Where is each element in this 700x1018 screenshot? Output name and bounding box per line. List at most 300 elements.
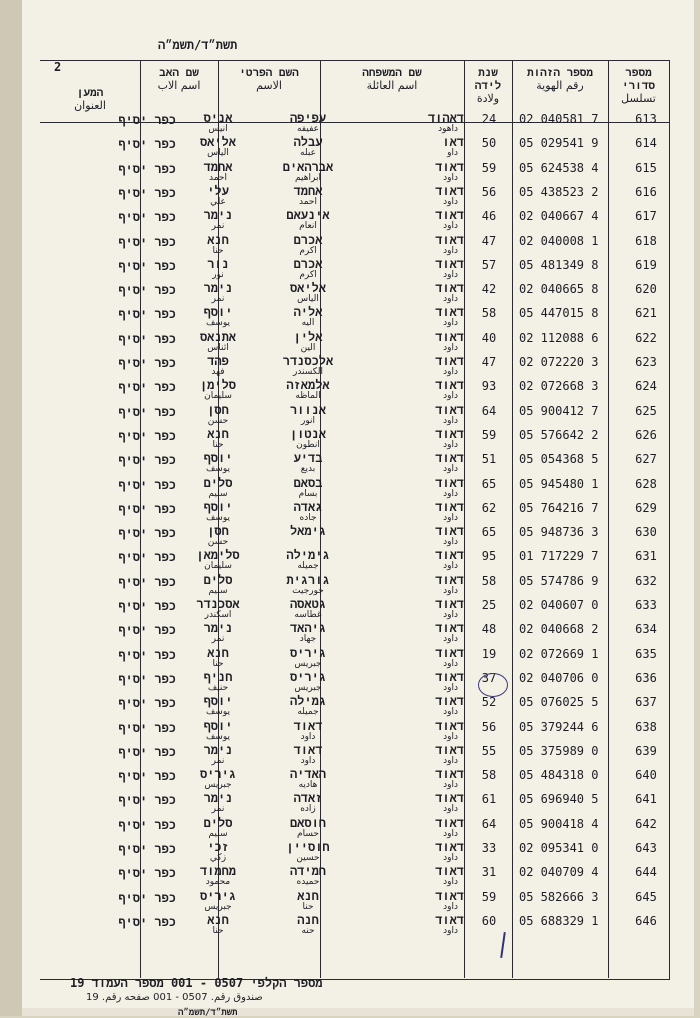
address: כפר יסיף	[118, 817, 176, 832]
address: כפר יסיף	[118, 526, 176, 541]
first-name-arabic: حسين	[296, 853, 320, 863]
seq-number: 633	[635, 598, 657, 612]
father-name	[180, 234, 256, 256]
father-name-arabic: احمد	[209, 172, 227, 183]
header-id: מספר הזהות رقم الهوية	[526, 66, 594, 92]
address: כפר יסיף	[118, 599, 176, 613]
seq-number: 628	[635, 476, 657, 491]
first-name	[260, 161, 356, 183]
first-name-arabic: جميله	[297, 561, 319, 572]
header-year: שנת לידה ولادة	[474, 66, 502, 105]
father-name-hebrew: נימר	[203, 742, 233, 757]
birth-year: 57	[481, 257, 497, 272]
father-name-hebrew: אסכנדר	[196, 597, 240, 611]
father-name-arabic: حنا	[212, 925, 224, 936]
father-name-hebrew: יוסף	[203, 305, 233, 320]
first-name-arabic: حسام	[297, 828, 319, 839]
father-name-arabic: حنا	[212, 658, 224, 669]
family-name-arabic: داود	[443, 901, 458, 912]
first-name-hebrew: עבלה	[293, 135, 323, 150]
family-name	[362, 112, 464, 134]
table-row	[40, 404, 669, 428]
family-name-hebrew: דאוד	[435, 840, 464, 854]
birth-year: 65	[481, 525, 497, 540]
father-name-arabic: حنا	[212, 439, 224, 450]
father-name	[180, 865, 256, 887]
address: כפר יסיף	[118, 331, 176, 346]
first-name-arabic: غطاسه	[294, 610, 322, 620]
father-name	[180, 331, 256, 353]
address: כפר יסיף	[118, 210, 176, 225]
father-name-hebrew: יוסף	[203, 694, 233, 709]
birth-year: 58	[481, 573, 497, 588]
seq-number: 638	[635, 719, 657, 734]
table-row	[40, 452, 669, 476]
table-row	[40, 671, 669, 695]
family-name-arabic: داود	[443, 391, 458, 402]
id-number: 02 040706 0	[519, 670, 599, 685]
family-name-hebrew: דאוד	[435, 499, 464, 514]
table-row	[40, 258, 669, 282]
family-name-arabic: داود	[443, 464, 458, 475]
first-name-arabic: الماظه	[295, 391, 321, 402]
father-name	[180, 136, 256, 158]
first-name	[260, 258, 356, 280]
id-number: 05 447015 8	[519, 306, 599, 321]
birth-year: 47	[481, 233, 497, 248]
family-name	[362, 379, 464, 401]
first-name	[260, 671, 356, 693]
family-name-hebrew: דאוד	[435, 645, 464, 660]
first-name-hebrew: עפיפה	[289, 111, 326, 125]
id-number: 05 076025 5	[519, 695, 599, 710]
address: כפר יסיף	[118, 428, 176, 443]
first-name-hebrew: גיהאד	[289, 621, 326, 636]
birth-year: 59	[481, 427, 497, 442]
birth-year: 46	[481, 209, 497, 224]
first-name-hebrew: חמידה	[289, 864, 326, 879]
family-name	[362, 914, 464, 936]
first-name	[260, 549, 356, 571]
table-row	[40, 209, 669, 233]
family-name	[362, 404, 464, 426]
address: כפר יסיף	[118, 744, 176, 759]
birth-year: 52	[481, 695, 497, 710]
family-name-hebrew: דאוד	[435, 208, 464, 223]
first-name-hebrew: גיריס	[289, 645, 326, 660]
family-name-arabic: داود	[443, 877, 458, 888]
address: כפר יסיף	[118, 793, 176, 808]
address: כפר יסיף	[118, 720, 176, 735]
address: כפר יסיף	[118, 161, 176, 176]
birth-year: 93	[481, 379, 497, 394]
seq-number: 637	[635, 695, 657, 710]
id-number: 05 484318 0	[519, 768, 599, 783]
first-name-arabic: عفيفه	[296, 124, 320, 134]
father-name-hebrew: נימר	[203, 791, 233, 806]
family-name	[362, 355, 464, 377]
father-name-arabic: سليمان	[204, 391, 232, 402]
id-number: 02 095341 0	[519, 841, 599, 855]
id-number: 05 948736 3	[519, 525, 599, 540]
seq-number: 632	[635, 573, 657, 588]
seq-number: 644	[635, 865, 657, 880]
table-row	[40, 161, 669, 185]
first-name	[260, 209, 356, 231]
father-name-arabic: نمر	[211, 634, 225, 645]
family-name-arabic: داود	[443, 269, 458, 280]
father-name	[180, 379, 256, 401]
first-name-arabic: هاديه	[298, 780, 318, 791]
first-name-arabic: جهاد	[299, 634, 317, 645]
address: כפר יסיף	[118, 623, 176, 638]
first-name-arabic: جبريس	[294, 682, 322, 693]
father-name-arabic: فهد	[211, 367, 225, 377]
table-row	[40, 720, 669, 744]
father-name-arabic: محمود	[205, 877, 231, 888]
document-title: תשת״ד/תשמ״ה	[158, 38, 238, 52]
first-name-arabic: ابراهيم	[295, 172, 321, 183]
id-number: 05 438523 2	[519, 184, 599, 199]
first-name-hebrew: בסאם	[293, 475, 323, 490]
father-name	[180, 598, 256, 620]
family-name-arabic: داود	[443, 537, 458, 548]
seq-number: 627	[635, 452, 657, 467]
father-name	[180, 501, 256, 523]
birth-year: 31	[481, 865, 497, 880]
birth-year: 65	[481, 476, 497, 491]
family-name	[362, 574, 464, 596]
family-name-arabic: داود	[443, 172, 458, 183]
table-row	[40, 574, 669, 598]
seq-number: 629	[635, 500, 657, 515]
table-row	[40, 185, 669, 209]
father-name	[180, 890, 256, 912]
birth-year: 50	[481, 136, 497, 151]
family-name-hebrew: דאו	[442, 135, 464, 150]
family-name-arabic: داود	[443, 585, 458, 596]
first-name-arabic: انور	[300, 415, 315, 426]
first-name	[260, 890, 356, 912]
family-name-hebrew: דאוד	[435, 426, 464, 441]
father-name-hebrew: חנא	[207, 912, 229, 927]
seq-number: 646	[635, 913, 657, 928]
first-name-hebrew: אכרם	[293, 256, 323, 271]
family-name-arabic: داود	[443, 221, 458, 232]
table-row	[40, 647, 669, 671]
id-number: 05 054368 5	[519, 452, 599, 467]
first-name	[260, 331, 356, 353]
father-name	[180, 282, 256, 304]
first-name	[260, 622, 356, 644]
header-seq: מספר סדורי تسلسل	[621, 66, 656, 105]
table-row	[40, 379, 669, 403]
birth-year: 37	[481, 670, 497, 685]
first-name-arabic: الياس	[297, 294, 319, 305]
father-name-arabic: حنيف	[207, 682, 229, 693]
father-name-arabic: نمر	[211, 755, 225, 766]
father-name-arabic: نور	[212, 269, 224, 280]
father-name-arabic: نمر	[211, 804, 225, 815]
family-name-hebrew: דאוד	[435, 159, 464, 174]
first-name-arabic: اليه	[301, 318, 315, 329]
father-name	[180, 549, 256, 571]
first-name-arabic: انعام	[299, 221, 317, 232]
first-name-hebrew: גטאסה	[289, 597, 326, 611]
father-name-hebrew: חסן	[207, 524, 229, 539]
first-name-hebrew: אלין	[293, 329, 323, 344]
family-name-hebrew: דאוד	[435, 354, 464, 368]
family-name-hebrew: דאוד	[435, 669, 464, 684]
seq-number: 639	[635, 743, 657, 758]
first-name-hebrew: חוסאם	[289, 815, 326, 830]
family-name-hebrew: דאוד	[435, 912, 464, 927]
father-name-hebrew: אחמד	[203, 159, 233, 174]
father-name-hebrew: חנא	[207, 232, 229, 247]
first-name	[260, 914, 356, 936]
first-name	[260, 768, 356, 790]
table-row	[40, 112, 669, 136]
first-name-arabic: حميده	[296, 877, 320, 888]
family-name-arabic: داود	[443, 196, 458, 207]
family-name	[362, 234, 464, 256]
first-name	[260, 525, 356, 537]
father-name	[180, 574, 256, 596]
father-name-hebrew: גיריס	[199, 767, 236, 782]
first-name-hebrew: בדיע	[293, 451, 323, 466]
id-number: 02 040008 1	[519, 233, 599, 248]
father-name-hebrew: נימר	[203, 208, 233, 223]
seq-number: 623	[635, 355, 657, 369]
family-name-hebrew: דאוד	[435, 475, 464, 490]
family-name	[362, 428, 464, 450]
seq-number: 616	[635, 184, 657, 199]
id-number: 02 040581 7	[519, 112, 599, 126]
seq-number: 624	[635, 379, 657, 394]
family-name	[362, 452, 464, 474]
first-name-arabic: اكرم	[299, 245, 317, 256]
family-name-arabic: داود	[443, 245, 458, 256]
first-name-hebrew: אנטון	[289, 426, 326, 441]
father-name-arabic: حنا	[212, 245, 224, 256]
first-name	[260, 477, 356, 499]
family-name	[362, 622, 464, 644]
first-name-arabic: عبله	[300, 148, 316, 159]
family-name-arabic: داود	[443, 707, 458, 718]
first-name-hebrew: גאדה	[293, 499, 323, 514]
address: כפר יסיף	[118, 234, 176, 249]
seq-number: 615	[635, 160, 657, 175]
first-name-hebrew: דאוד	[293, 742, 323, 757]
seq-number: 618	[635, 233, 657, 248]
address: כפר יסיף	[118, 380, 176, 395]
first-name-hebrew: חנה	[297, 912, 319, 927]
first-name-hebrew: גיריס	[289, 669, 326, 684]
address: כפר יסיף	[118, 477, 176, 492]
father-name-hebrew: עלי	[207, 183, 229, 198]
table-row	[40, 622, 669, 646]
id-number: 05 688329 1	[519, 913, 599, 928]
address: כפר יסיף	[118, 307, 176, 322]
family-name-arabic: داود	[443, 488, 458, 499]
id-number: 02 040665 8	[519, 282, 599, 297]
family-name-arabic: داود	[443, 415, 458, 426]
father-name-arabic: حسن	[207, 415, 229, 426]
father-name	[180, 112, 256, 134]
father-name	[180, 622, 256, 644]
address: כפר יסיף	[118, 890, 176, 905]
id-number: 05 574786 9	[519, 573, 599, 588]
father-name-hebrew: נימר	[203, 621, 233, 636]
father-name-arabic: انيس	[208, 124, 228, 134]
father-name-hebrew: פהד	[207, 354, 229, 368]
father-name-hebrew: יוסף	[203, 718, 233, 733]
family-name	[362, 161, 464, 183]
address: כפר יסיף	[118, 696, 176, 711]
seq-number: 626	[635, 427, 657, 442]
table-row	[40, 914, 669, 938]
first-name-arabic: جورجيت	[292, 585, 324, 596]
first-name	[260, 282, 356, 304]
first-name-arabic: جميله	[297, 707, 319, 718]
id-number: 05 481349 8	[519, 257, 599, 272]
family-name	[362, 331, 464, 353]
family-name-hebrew: דאוד	[435, 281, 464, 296]
family-name-arabic: داود	[443, 634, 458, 645]
family-name-hebrew: דאוד	[435, 402, 464, 417]
birth-year: 56	[481, 719, 497, 734]
father-name	[180, 744, 256, 766]
family-name-arabic: داود	[443, 561, 458, 572]
first-name-hebrew: אלכסנדר	[282, 354, 334, 368]
id-number: 01 717229 7	[519, 549, 599, 564]
table-row	[40, 234, 669, 258]
seq-number: 614	[635, 136, 657, 151]
father-name-hebrew: אניס	[203, 111, 233, 125]
father-name-arabic: يوسف	[205, 512, 230, 523]
seq-number: 620	[635, 282, 657, 297]
table-row	[40, 598, 669, 622]
header-first-name: השם הפרטי الاسم	[239, 66, 299, 92]
first-name-arabic: حنه	[301, 925, 315, 936]
first-name-hebrew: אנוור	[289, 402, 326, 417]
id-number: 02 040607 0	[519, 598, 599, 612]
first-name	[260, 720, 356, 742]
first-name-arabic: جبريس	[294, 658, 322, 669]
header-father-name: שם האב اسم الاب	[157, 66, 201, 92]
father-name-arabic: حسن	[207, 537, 229, 548]
first-name-arabic: الين	[300, 342, 316, 353]
first-name-hebrew: גימילה	[286, 548, 330, 563]
father-name-arabic: جبريس	[204, 901, 232, 912]
family-name	[362, 841, 464, 863]
father-name-arabic: سليم	[208, 828, 228, 839]
family-name	[362, 501, 464, 523]
first-name	[260, 574, 356, 596]
family-name-hebrew: דאוד	[435, 597, 464, 611]
birth-year: 48	[481, 622, 497, 637]
seq-number: 630	[635, 525, 657, 540]
table-row	[40, 768, 669, 792]
first-name-hebrew: חוסיין	[286, 840, 330, 854]
birth-year: 24	[481, 112, 497, 126]
birth-year: 64	[481, 816, 497, 831]
father-name-hebrew: יוסף	[203, 499, 233, 514]
family-name	[362, 258, 464, 280]
family-name	[362, 549, 464, 571]
father-name-hebrew: סלים	[203, 572, 233, 587]
father-name-hebrew: חנא	[207, 645, 229, 660]
family-name-arabic: داود	[443, 658, 458, 669]
father-name-arabic: سليم	[208, 585, 228, 596]
id-number: 02 040667 4	[519, 209, 599, 224]
father-name-arabic: يوسف	[205, 707, 230, 718]
family-name-hebrew: דאוד	[435, 548, 464, 563]
next-page-strip	[22, 1008, 694, 1016]
family-name	[362, 671, 464, 693]
family-name	[362, 209, 464, 231]
first-name	[260, 452, 356, 474]
table-row	[40, 501, 669, 525]
id-number: 05 900412 7	[519, 403, 599, 418]
footer-line-arabic: صندوق رقم. 0507 - 001 صفحه رقم. 19	[86, 992, 263, 1003]
family-name-hebrew: דאוד	[435, 621, 464, 636]
family-name-arabic: داود	[443, 682, 458, 693]
father-name-hebrew: נימר	[203, 281, 233, 296]
family-name-arabic: داود	[443, 294, 458, 305]
family-name-hebrew: דאוד	[435, 451, 464, 466]
family-name	[362, 720, 464, 742]
first-name	[260, 428, 356, 450]
birth-year: 60	[481, 913, 497, 928]
family-name-arabic: داود	[443, 780, 458, 791]
id-number: 05 945480 1	[519, 476, 599, 491]
address: כפר יסיף	[118, 914, 176, 929]
table-row	[40, 331, 669, 355]
first-name	[260, 695, 356, 717]
father-name	[180, 209, 256, 231]
seq-number: 643	[635, 841, 657, 855]
seq-number: 613	[635, 112, 657, 126]
father-name	[180, 258, 256, 280]
father-name	[180, 671, 256, 693]
father-name-arabic: زكي	[209, 853, 227, 863]
first-name-arabic: بديع	[300, 464, 316, 475]
father-name	[180, 768, 256, 790]
seq-number: 642	[635, 816, 657, 831]
father-name-hebrew: חנא	[207, 426, 229, 441]
father-name-arabic: اسكندر	[204, 610, 232, 620]
first-name	[260, 379, 356, 401]
address: כפר יסיף	[118, 137, 176, 152]
address: כפר יסיף	[118, 283, 176, 298]
id-number: 02 040709 4	[519, 865, 599, 880]
birth-year: 56	[481, 184, 497, 199]
family-name-hebrew: דאוד	[435, 524, 464, 539]
first-name-arabic: احمد	[299, 196, 317, 207]
address: כפר יסיף	[118, 501, 176, 516]
family-name	[362, 744, 464, 766]
family-name-hebrew: דאוד	[435, 791, 464, 806]
family-name-arabic: داهود	[438, 124, 458, 134]
family-name-hebrew: דאוד	[435, 815, 464, 830]
family-name-arabic: داود	[443, 804, 458, 815]
family-name-hebrew: דאהוד	[427, 111, 464, 125]
first-name-arabic: انطون	[296, 439, 320, 450]
birth-year: 62	[481, 500, 497, 515]
father-name	[180, 185, 256, 207]
first-name-hebrew: האדיה	[289, 767, 326, 782]
